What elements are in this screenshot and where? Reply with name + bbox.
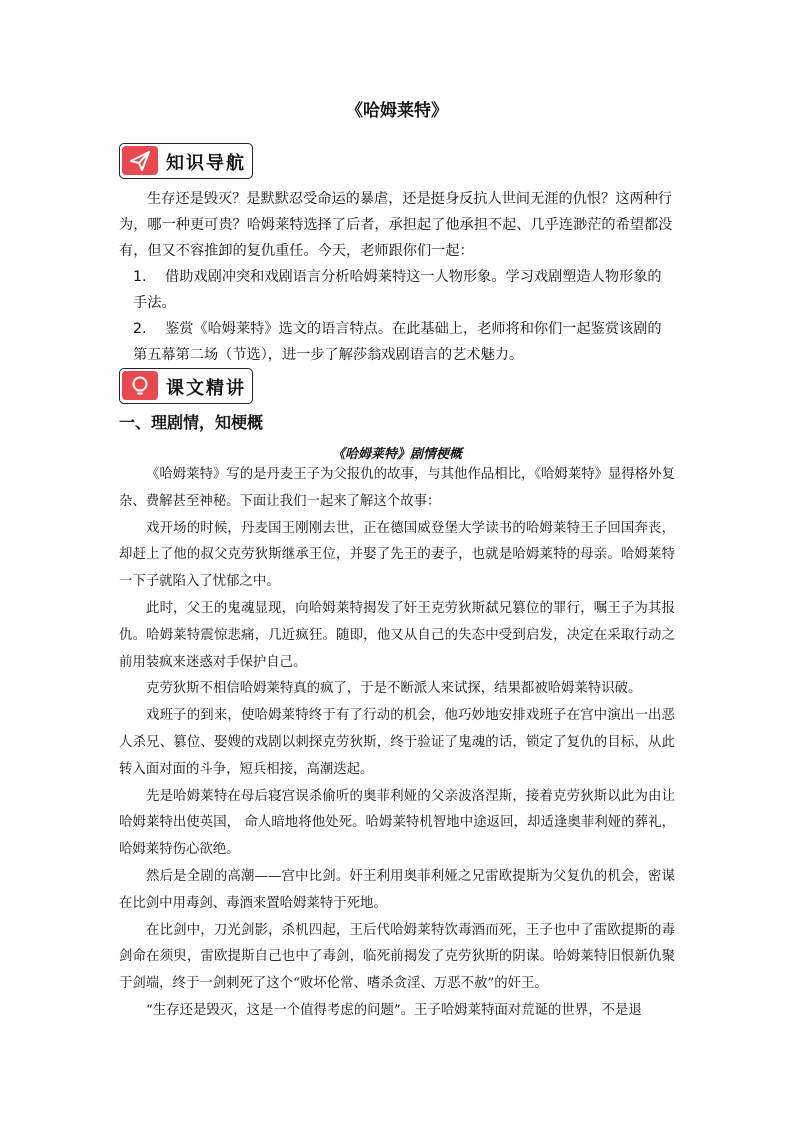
summary-paragraph: 戏班子的到来，使哈姆莱特终于有了行动的机会，他巧妙地安排戏班子在宫中演出一出恶人杀兄、篡位、娶嫂的戏剧以刺探克劳狄斯，终于验证了鬼魂的话，锁定了复仇的目标，从此转入面对面的斗争，短兵相接，高潮迭起。 <box>119 708 675 777</box>
summary-paragraph: 此时，父王的鬼魂显现，向哈姆莱特揭发了奸王克劳狄斯弑兄篡位的罪行，嘱王子为其报仇。哈姆莱特震惊悲痛，几近疯狂。随即，他又从自己的失态中受到启发，决定在采取行动之前用装疯来迷惑对手保护自己。 <box>119 600 675 670</box>
summary-paragraph: 然后是全剧的高潮——宫中比剑。奸王利用奥菲利娅之兄雷欧提斯为父复仇的机会，密谋在比剑中用毒剑、毒酒来置哈姆莱特于死地。 <box>119 868 675 911</box>
goal-text: 鉴赏《哈姆莱特》选文的语言特点。在此基础上，老师将和你们一起鉴赏该剧的第五幕第二场（节选），进一步了解莎翁戏剧语言的艺术魅力。 <box>133 321 662 363</box>
goal-list <box>119 264 675 368</box>
summary-paragraph: “生存还是毁灭，这是一个值得考虑的问题”。王子哈姆莱特面对荒诞的世界，不是退 <box>146 1002 642 1018</box>
summary-paragraph: 克劳狄斯不相信哈姆莱特真的疯了，于是不断派人来试探，结果都被哈姆莱特识破。 <box>146 681 642 697</box>
goal-number: 1. <box>133 269 147 285</box>
intro-paragraph: 生存还是毁灭？是默默忍受命运的暴虐，还是挺身反抗人世间无涯的仇恨？这两种行为，哪一种更可贵？哈姆莱特选择了后者，承担起了他承担不起、几乎连渺茫的希望都没有，但又不容推卸的复仇重任。今天，老师跟你们一起： <box>119 191 673 259</box>
summary-paragraph: 戏开场的时候，丹麦国王刚刚去世，正在德国威登堡大学读书的哈姆莱特王子回国奔丧，却赶上了他的叔父克劳狄斯继承王位，并娶了先王的妻子，也就是哈姆莱特的母亲。哈姆莱特一下子就陷入了忧郁之中。 <box>119 520 675 590</box>
paper-plane-icon <box>122 146 158 175</box>
knowledge-nav-badge <box>119 143 253 179</box>
lecture-badge <box>119 368 253 404</box>
goal-item <box>119 316 675 368</box>
section-heading: 一、理剧情，知梗概 <box>119 413 264 432</box>
page-title: 《哈姆莱特》 <box>346 101 448 121</box>
goal-text: 借助戏剧冲突和戏剧语言分析哈姆莱特这一人物形象。学习戏剧塑造人物形象的手法。 <box>133 269 662 311</box>
goal-item <box>119 264 675 316</box>
summary-paragraph: 在比剑中，刀光剑影，杀机四起，王后代哈姆莱特饮毒酒而死，王子也中了雷欧提斯的毒剑命在须臾，雷欧提斯自己也中了毒剑，临死前揭发了克劳狄斯的阴谋。哈姆莱特旧恨新仇聚于剑端，终于一剑刺死了这个“败坏伦常、嗜杀贪淫、万恶不赦”的奸王。 <box>119 922 675 992</box>
knowledge-nav-label: 知识导航 <box>166 153 246 174</box>
summary-title: 《哈姆莱特》剧情梗概 <box>331 447 462 462</box>
lecture-label: 课文精讲 <box>166 378 246 399</box>
summary-paragraph: 先是哈姆莱特在母后寝宫误杀偷听的奥菲利娅的父亲波洛涅斯，接着克劳狄斯以此为由让哈姆莱特出使英国， 命人暗地将他处死。哈姆莱特机智地中途返回，却适逢奥菲利娅的葬礼，哈姆莱特伤心欲绝。 <box>119 788 675 858</box>
intro-section <box>119 186 675 368</box>
summary-body <box>119 462 675 1025</box>
goal-number: 2. <box>133 321 147 337</box>
lightbulb-icon <box>122 371 158 400</box>
summary-paragraph: 《哈姆莱特》写的是丹麦王子为父报仇的故事，与其他作品相比，《哈姆莱特》显得格外复杂、费解甚至神秘。下面让我们一起来了解这个故事： <box>119 467 675 509</box>
